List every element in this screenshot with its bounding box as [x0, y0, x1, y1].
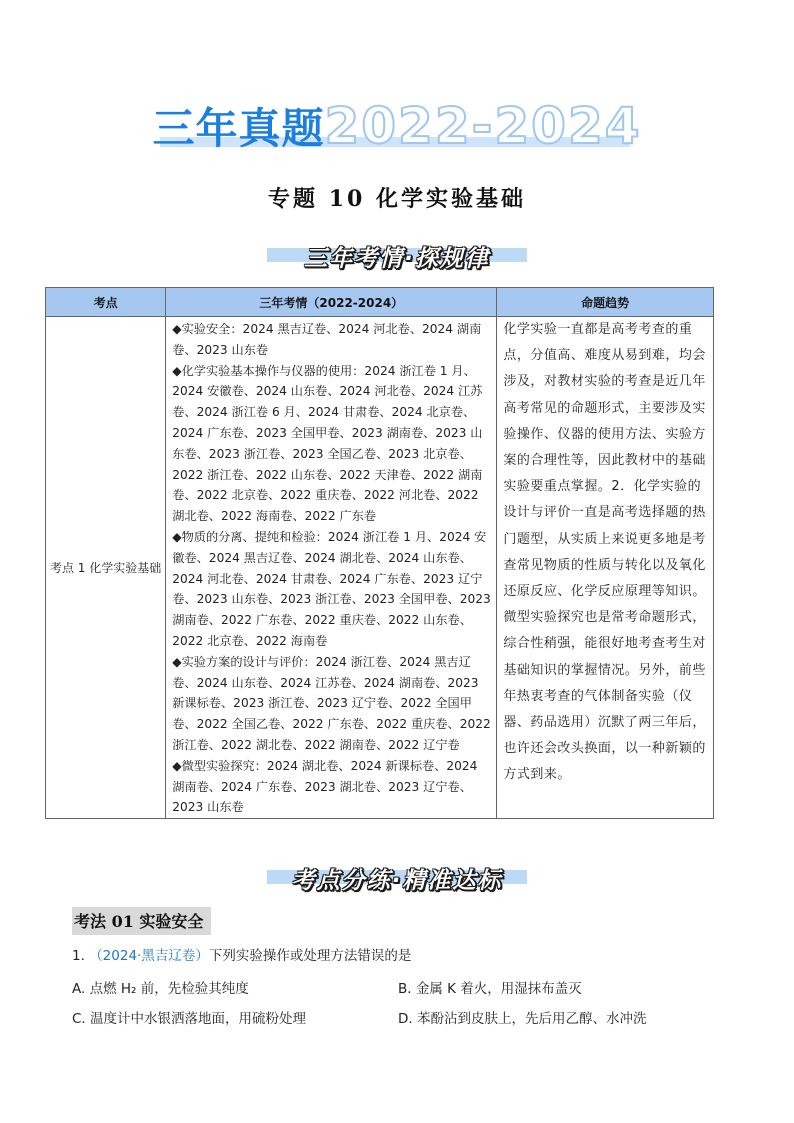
- title-banner: [0, 96, 794, 162]
- question-number: 1.: [72, 948, 85, 964]
- cell-topic: [46, 317, 166, 819]
- question-source: （2024·黑吉辽卷）: [89, 948, 209, 964]
- option-c: C. 温度计中水银洒落地面，用硫粉处理: [72, 1011, 307, 1027]
- option-a: A. 点燃 H₂ 前，先检验其纯度: [72, 981, 249, 997]
- list-item: ◆物质的分离、提纯和检验：2024 浙江卷 1 月、2024 安徽卷、2024 黑吉辽卷、2024 湖北卷、2024 山东卷、2024 河北卷、2024 甘肃卷、2024 广东卷、2023 辽宁卷、2023 山东卷、2023 浙江卷、2023 全国甲卷、2023 湖南卷、2022 广东卷、2022 重庆卷、2022 山东卷、2022 北京卷、2022 海南卷: [172, 529, 491, 648]
- question-stem: [72, 944, 411, 964]
- title-cn: 三年真题: [152, 104, 325, 153]
- list-item: ◆微型实验探究：2024 湖北卷、2024 新课标卷、2024 湖南卷、2024 广东卷、2023 湖北卷、2023 辽宁卷、2023 山东卷: [172, 758, 478, 815]
- cell-trend: 化学实验一直都是高考考查的重点，分值高、难度从易到难，均会涉及，对教材实验的考查是近几年高考常见的命题形式，主要涉及实验操作、仪器的使用方法、实验方案的合理性等，因此教材中的基础实验要重点掌握。2．化学实验的设计与评价一直是高考选择题的热门题型，从实质上来说更多地是考查常见物质的性质与转化以及氧化还原反应、化学反应原理等知识。微型实验探究也是常考命题形式，综合性稍强，能很好地考查考生对基础知识的掌握情况。另外，前些年热衷考查的气体制备实验（仪器、药品选用）沉默了两三年后，也许还会改头换面，以一种新颖的方式到来。: [497, 317, 714, 819]
- exam-analysis-table: [45, 287, 714, 819]
- section-heading-trends: [0, 240, 794, 273]
- section-heading-text: 考点分练·精准达标: [291, 868, 503, 894]
- list-item: ◆实验方案的设计与评价：2024 浙江卷、2024 黑吉辽卷、2024 山东卷、2024 江苏卷、2024 湖南卷、2023 新课标卷、2023 浙江卷、2023 辽宁卷、2022 全国甲卷、2022 全国乙卷、2022 广东卷、2022 重庆卷、2022 浙江卷、2022 湖北卷、2022 湖南卷、2022 辽宁卷: [172, 654, 491, 752]
- cell-years: [166, 317, 497, 819]
- option-b: B. 金属 K 着火，用湿抹布盖灭: [398, 981, 582, 997]
- table-header-row: [46, 288, 714, 317]
- section-heading-text: 三年考情·探规律: [304, 246, 490, 272]
- method-heading: 考法 01 实验安全: [72, 907, 211, 935]
- section-heading-practice: [0, 862, 794, 895]
- title-years: 2022-2024: [324, 97, 642, 155]
- list-item: ◆化学实验基本操作与仪器的使用：2024 浙江卷 1 月、2024 安徽卷、2024 山东卷、2024 河北卷、2024 江苏卷、2024 浙江卷 6 月、2024 甘肃卷、2024 北京卷、2024 广东卷、2023 全国甲卷、2023 湖南卷、2023 山东卷、2023 浙江卷、2023 全国乙卷、2023 北京卷、2022 浙江卷、2022 山东卷、2022 天津卷、2022 湖南卷、2022 北京卷、2022 重庆卷、2022 河北卷、2022 湖北卷、2022 海南卷、2022 广东卷: [172, 363, 483, 524]
- table-row: [46, 317, 714, 819]
- list-item: ◆实验安全：2024 黑吉辽卷、2024 河北卷、2024 湖南卷、2023 山东卷: [172, 322, 482, 357]
- question-text: 下列实验操作或处理方法错误的是: [208, 948, 412, 964]
- header-topic: 考点: [46, 288, 166, 317]
- header-trend: 命题趋势: [497, 288, 714, 317]
- header-years: 三年考情（2022-2024）: [166, 288, 497, 317]
- topic-text: 考点 1 化学实验基础: [49, 560, 162, 575]
- topic-subtitle: 专题 10 化学实验基础: [268, 186, 526, 212]
- option-d: D. 苯酚沾到皮肤上，先后用乙醇、水冲洗: [398, 1011, 647, 1027]
